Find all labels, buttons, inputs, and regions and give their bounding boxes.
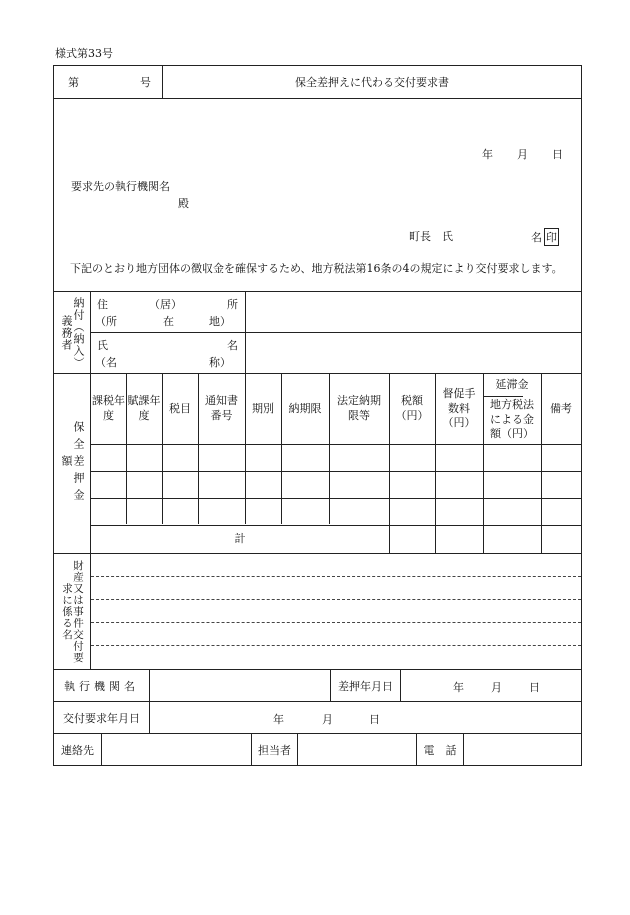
request-form [53,65,582,766]
property-lines[interactable] [90,554,581,669]
number-label-suffix: 号 [140,76,151,89]
person-in-charge-label: 担当者 [251,734,297,765]
addressee-honorific: 殿 [178,197,189,210]
amount-table [90,374,581,553]
form-title: 保全差押えに代わる交付要求書 [162,66,581,98]
col-remarks: 備考 [550,401,572,415]
addressee-label: 要求先の執行機関名 [71,180,170,193]
request-body-text: 下記のとおり地方団体の徴収金を確保するため、地方税法第16条の4の規定により交付要求します。 [70,262,563,275]
enforcement-agency-label: 執行機関名 [64,679,139,693]
seizure-date-value[interactable]: 年 月 日 [400,670,581,701]
seizure-date-label: 差押年月日 [330,670,400,701]
col-legal-due-date: 法定納期限等 [337,394,381,422]
table-row[interactable] [91,445,581,471]
taxpayer-section [54,291,581,373]
col-notice-number: 通知書番号 [205,394,238,422]
phone-input[interactable] [463,734,581,765]
sender-name-label: 名 印 [531,228,559,246]
contact-row [54,733,581,765]
col-collection-fee: 督促手数料（円） [442,386,476,430]
sender-title: 町長 氏 [409,230,453,243]
enforcement-agency-input[interactable] [149,670,330,701]
total-label: 計 [234,531,246,545]
table-row[interactable] [91,499,581,525]
request-date-row [54,701,581,733]
col-tax-amount: 税額（円） [395,394,429,422]
table-row[interactable] [91,472,581,498]
taxpayer-side-label: 納付（納入）義務者 [60,296,85,369]
col-period: 期別 [252,401,274,415]
number-label-prefix: 第 [68,76,79,89]
date-month: 月 [517,148,528,161]
document-number-cell [54,66,162,98]
request-date-value[interactable]: 年 月 日 [149,702,581,733]
col-tax-item: 税目 [169,401,191,415]
col-late-fee: 延滞金 [495,377,529,391]
date-day: 日 [552,148,563,161]
request-date-label: 交付要求年月日 [63,711,140,725]
date-year: 年 [482,148,493,161]
col-due-date: 納期限 [288,401,322,415]
contact-label: 連絡先 [61,743,94,757]
form-code: 様式第33号 [55,47,113,60]
phone-label: 電 話 [416,734,463,765]
property-section [54,553,581,669]
title-row [54,66,581,98]
person-in-charge-input[interactable] [297,734,416,765]
taxpayer-name-input[interactable] [251,338,571,366]
taxpayer-fields: 住 （居） 所 （所 在 地） 氏 名 （名 称） [90,292,581,373]
enforcement-row [54,669,581,701]
contact-input[interactable] [101,734,251,765]
seal-mark: 印 [544,228,559,246]
taxpayer-address-input[interactable] [251,298,571,326]
col-levy-year: 賦課年度 [127,394,161,422]
col-late-fee-amount: 地方税法による金額（円） [490,397,534,441]
amount-side-label: 保全差押金額 [60,421,85,506]
col-assessment-year: 課税年度 [92,394,125,422]
property-side-label: 財産又は事件交付要求に係る名 [61,559,84,664]
amount-section [54,373,581,553]
header-block [54,98,581,291]
